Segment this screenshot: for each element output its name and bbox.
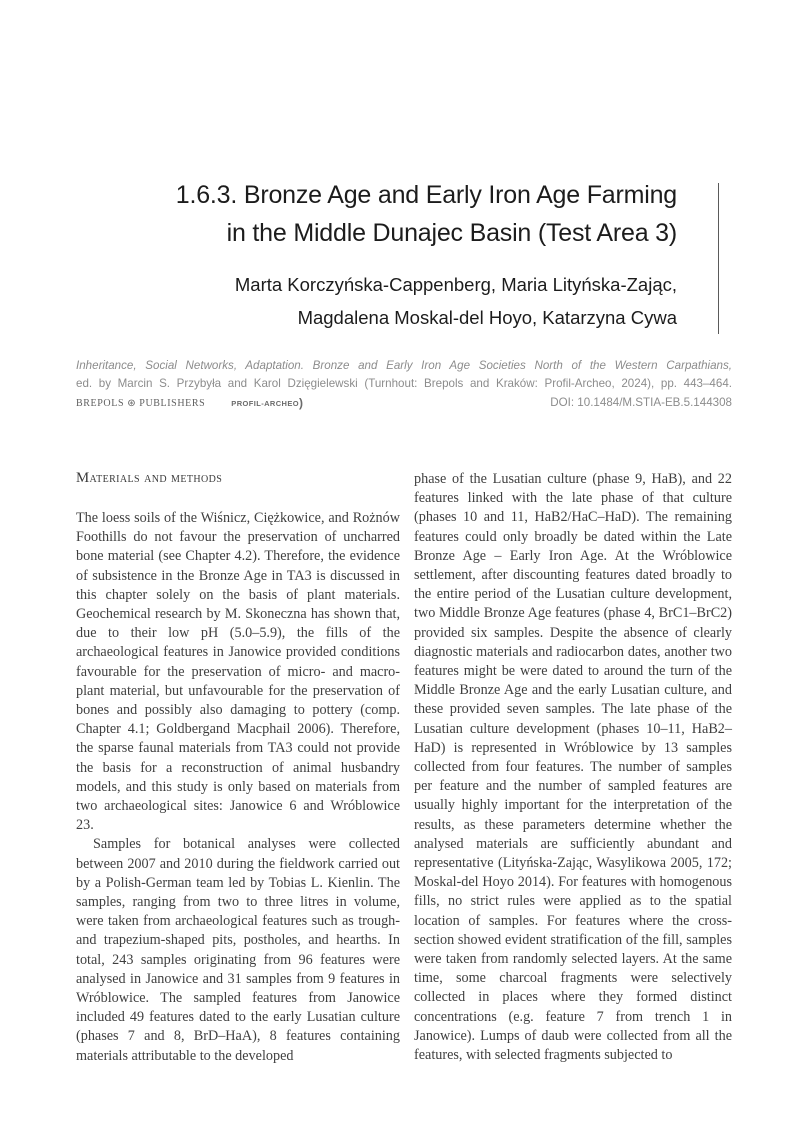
right-column-paragraph-1: phase of the Lusatian culture (phase 9, HaB), and 22 features linked with the late phase of that culture (phases 10 and 11, HaB2/HaC–HaD). The remaining features could only broadly be dated within the Late Bronze Age – Early Iron Age. At the Wróblowice settlement, after discounting features dated broadly to the entire period of the Lusatian culture development, two Middle Bronze Age features (phase 4, BrC1–BrC2) provided six samples. Despite the absence of clearly diagnostic materials and radiocarbon dates, another two features might be were dated to around the turn of the Middle Bronze Age and the early Lusatian culture, and these provided seven samples. The late phase of the Lusatian culture development (phases 10–11, HaB2–HaD) is represented in Wróblowice by 13 samples collected from four features. The number of samples per feature and the number of sampled features are usually highly important for the interpretation of the results, as these parameters determine whether the analysed materials are sufficiently abundant and representative (Lityńska-Zając, Wasylikowa 2005, 172; Moskal-del Hoyo 2014). For features with homogenous fills, no strict rules were applied as to the spatial location of samples. For features where the cross-section showed evident stratification of the fill, samples were taken from randomly selected layers. At the same time, some charcoal fragments were selectively collected in places where they formed distinct concentrations (e.g. feature 7 from trench 1 in Janowice). Lumps of daub were collected from all the features, with selected fragments subjected to — [414, 471, 732, 1064]
title-divider-rule — [718, 183, 719, 334]
body-columns — [76, 470, 732, 1066]
section-heading-materials-and-methods: Materials and methods — [76, 470, 223, 486]
citation-block — [76, 357, 732, 412]
authors-line-1: Marta Korczyńska-Cappenberg, Maria Lityńska-Zając, — [234, 274, 677, 295]
citation-book-title: Inheritance, Social Networks, Adaptation. Bronze and Early Iron Age Societies North of the Western Carpathians, — [76, 359, 732, 372]
authors-line-2: Magdalena Moskal-del Hoyo, Katarzyna Cywa — [297, 307, 677, 328]
profil-archeo-logo-text: PROFIL-ARCHEO — [231, 398, 299, 408]
left-column-paragraph-1: The loess soils of the Wiśnicz, Ciężkowice, and Rożnów Foothills do not favour the preservation of uncharred bone material (see Chapter 4.2). Therefore, the evidence of subsistence in the Bronze Age in TA3 is discussed in this chapter solely on the basis of plant materials. Geochemical research by M. Skoneczna has shown that, due to their low pH (5.0–5.9), the fills of the archaeological features in Janowice provided conditions favourable for the preservation of micro- and macro-plant material, but unfavourable for the preservation of bones and possibly also damaging to pottery (comp. Chapter 4.1; Goldbergand Macphail 2006). Therefore, the sparse faunal materials from TA3 could not provide the basis for a reconstruction of animal husbandry models, and this study is only based on materials from two archaeological sites: Janowice 6 and Wróblowice 23. — [76, 510, 400, 834]
imprint-row — [76, 394, 732, 413]
left-column — [76, 470, 400, 1066]
profil-archeo-logo — [231, 394, 303, 413]
left-column-paragraph-2: Samples for botanical analyses were collected between 2007 and 2010 during the fieldwork carried out by a Polish-German team led by Tobias L. Kienlin. The samples, ranging from two to three litres in volume, were taken from archaeological features such as trough- and trapezium-shaped pits, postholes, and hearths. In total, 243 samples originating from 96 features were analysed in Janowice and 31 samples from 9 features in Wróblowice. The sampled features from Janowice included 49 features dated to the early Lusatian culture (phases 7 and 8, BrD–HaA), 8 features containing materials attributable to the developed — [76, 836, 400, 1064]
chapter-title-block — [117, 176, 677, 252]
profil-archeo-swoosh-icon: ) — [299, 395, 304, 410]
right-column — [414, 470, 732, 1066]
chapter-title-line-1: 1.6.3. Bronze Age and Early Iron Age Farming — [175, 181, 677, 209]
chapter-title-line-2: in the Middle Dunajec Basin (Test Area 3) — [226, 219, 677, 247]
citation-editors: ed. by Marcin S. Przybyła and Karol Dzięgielewski (Turnhout: Brepols and Kraków: Profil-Archeo, 2024), pp. 443–464. — [76, 376, 732, 390]
brepols-publishers-logo: BREPOLS ⊛ PUBLISHERS — [76, 397, 206, 409]
authors-block — [117, 268, 677, 334]
doi-text: DOI: 10.1484/M.STIA-EB.5.144308 — [550, 395, 732, 409]
